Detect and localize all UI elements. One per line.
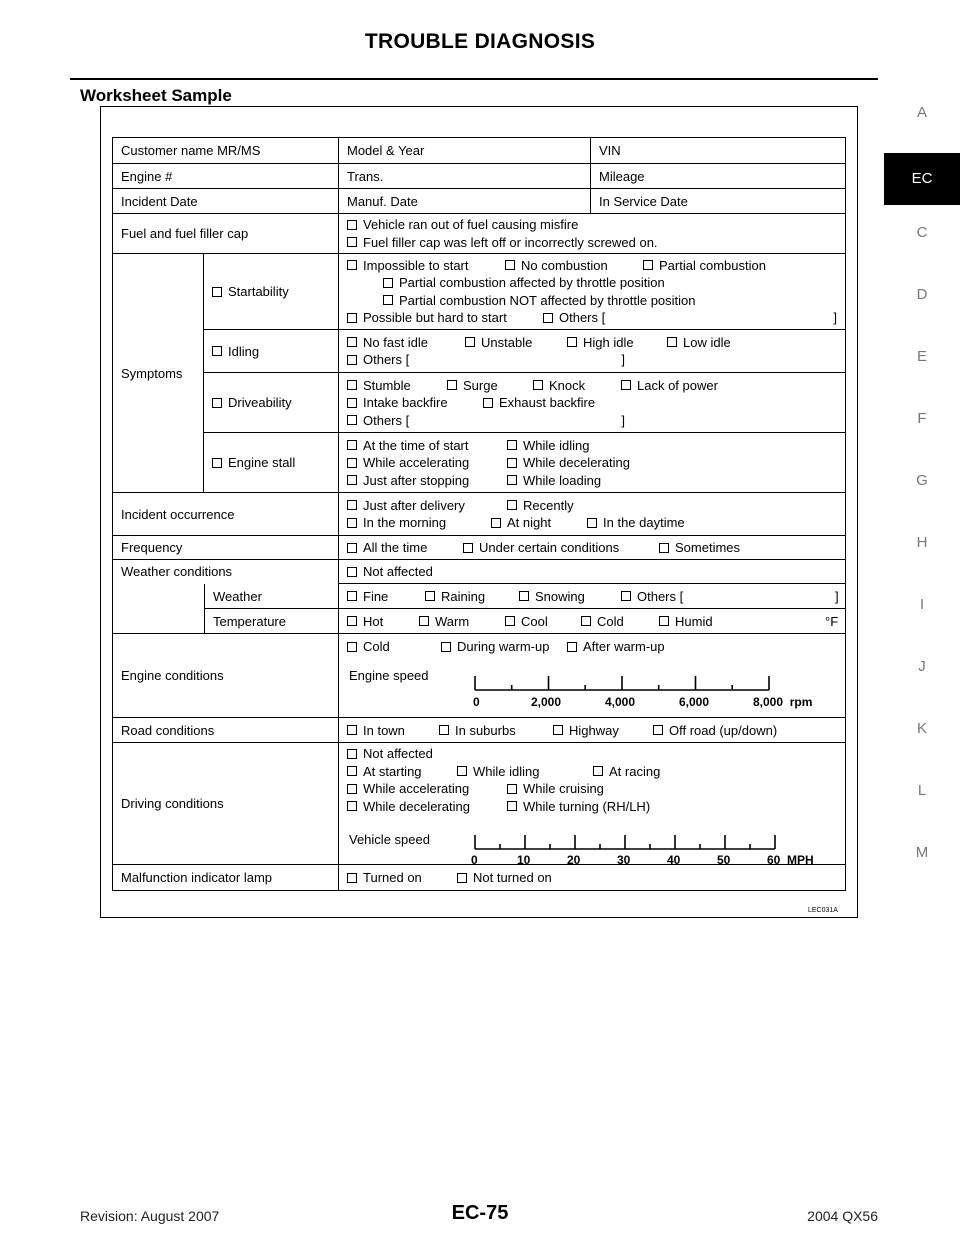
incident-occurrence-label: Incident occurrence xyxy=(113,493,339,536)
temperature-label: Temperature xyxy=(204,609,339,634)
checkbox[interactable] xyxy=(347,475,357,485)
option-label: While idling xyxy=(473,763,540,779)
checkbox[interactable] xyxy=(581,616,591,626)
option-label: High idle xyxy=(583,334,634,350)
checkbox[interactable] xyxy=(347,380,357,390)
checkbox[interactable] xyxy=(212,287,222,297)
option-label: At starting xyxy=(363,763,422,779)
option-label: Partial combustion affected by throttle position xyxy=(399,275,665,291)
checkbox[interactable] xyxy=(347,642,357,652)
tab-ec[interactable]: EC xyxy=(884,153,960,205)
option-label: While idling xyxy=(523,437,590,453)
option-label: During warm-up xyxy=(457,639,550,655)
close-bracket: ] xyxy=(835,588,839,604)
vin-label: VIN xyxy=(591,138,845,164)
checkbox[interactable] xyxy=(347,801,357,811)
option-label: Possible but hard to start xyxy=(363,310,507,326)
page-title: TROUBLE DIAGNOSIS xyxy=(364,30,596,53)
incident-date-label: Incident Date xyxy=(113,189,339,214)
checkbox[interactable] xyxy=(543,313,553,323)
manuf-date-label: Manuf. Date xyxy=(339,189,591,214)
checkbox[interactable] xyxy=(505,616,515,626)
tick-label: 0 xyxy=(471,853,478,867)
checkbox[interactable] xyxy=(347,766,357,776)
close-bracket: ] xyxy=(621,412,625,428)
option-label: Surge xyxy=(463,377,498,393)
option-label: No fast idle xyxy=(363,334,429,350)
option-label: Humid xyxy=(675,613,713,629)
option-label: No combustion xyxy=(521,257,608,273)
in-service-date-label: In Service Date xyxy=(591,189,845,214)
tab-i[interactable]: I xyxy=(919,596,925,613)
incident-occurrence-options xyxy=(339,493,845,536)
driving-conditions-options xyxy=(339,743,845,865)
tick-label: 4,000 xyxy=(605,695,636,709)
engine-stall-cell xyxy=(204,433,339,493)
tick-label: 2,000 xyxy=(531,695,562,709)
tab-m[interactable]: M xyxy=(915,844,929,861)
model-year-label: Model & Year xyxy=(339,138,591,164)
option-label: Fuel filler cap was left off or incorrectly screwed on. xyxy=(363,234,658,250)
tab-h[interactable]: H xyxy=(916,534,928,551)
checkbox[interactable] xyxy=(659,543,669,553)
engine-stall-options xyxy=(339,433,845,493)
tick-label: 6,000 xyxy=(679,695,710,709)
checkbox[interactable] xyxy=(347,440,357,450)
mileage-label: Mileage xyxy=(591,164,845,189)
checkbox[interactable] xyxy=(519,591,529,601)
temperature-options xyxy=(339,609,845,634)
option-label: Others [ xyxy=(363,352,410,368)
option-label: In suburbs xyxy=(455,722,516,738)
checkbox[interactable] xyxy=(419,616,429,626)
checkbox[interactable] xyxy=(347,398,357,408)
engine-conditions-label: Engine conditions xyxy=(113,634,339,718)
option-label: Lack of power xyxy=(637,377,718,393)
option-label: Turned on xyxy=(363,870,422,885)
option-label: Raining xyxy=(441,588,486,604)
option-label: All the time xyxy=(363,540,428,555)
option-label: Off road (up/down) xyxy=(669,722,778,738)
close-bracket: ] xyxy=(621,352,625,368)
footer-revision: Revision: August 2007 xyxy=(80,1208,220,1224)
option-label: Engine stall xyxy=(228,455,296,470)
checkbox[interactable] xyxy=(347,591,357,601)
road-conditions-options xyxy=(339,718,845,743)
checkbox[interactable] xyxy=(347,313,357,323)
weather-conditions-label: Weather conditions xyxy=(113,560,339,584)
option-label: Vehicle ran out of fuel causing misfire xyxy=(363,217,579,233)
footer-model: 2004 QX56 xyxy=(807,1208,878,1224)
weather-options xyxy=(339,584,845,609)
option-label: Just after delivery xyxy=(363,497,465,513)
checkbox[interactable] xyxy=(347,567,357,577)
option-label: Warm xyxy=(435,613,470,629)
checkbox[interactable] xyxy=(347,749,357,759)
checkbox[interactable] xyxy=(383,295,393,305)
weather-not-affected xyxy=(339,560,845,584)
figure-credit: LEC031A xyxy=(808,907,838,914)
checkbox[interactable] xyxy=(507,801,517,811)
checkbox[interactable] xyxy=(567,337,577,347)
worksheet-form xyxy=(112,137,846,891)
frequency-label: Frequency xyxy=(113,536,339,560)
checkbox[interactable] xyxy=(465,337,475,347)
tick-label: 30 xyxy=(617,853,631,867)
option-label: In town xyxy=(363,722,405,738)
option-label: Partial combustion NOT affected by throttle position xyxy=(399,292,696,308)
checkbox[interactable] xyxy=(347,355,357,365)
engine-speed-label: Engine speed xyxy=(349,668,429,683)
header-rule xyxy=(70,78,878,80)
startability-cell xyxy=(204,254,339,330)
startability-options xyxy=(339,254,845,330)
checkbox[interactable] xyxy=(347,260,357,270)
checkbox[interactable] xyxy=(347,237,357,247)
option-label: At night xyxy=(507,515,552,531)
checkbox[interactable] xyxy=(212,346,222,356)
tick-label: 40 xyxy=(667,853,681,867)
option-label: Knock xyxy=(549,377,586,393)
option-label: At racing xyxy=(609,763,661,779)
option-label: Cold xyxy=(363,639,390,655)
tick-label: 10 xyxy=(517,853,531,867)
checkbox[interactable] xyxy=(483,398,493,408)
option-label: Cold xyxy=(597,613,624,629)
checkbox[interactable] xyxy=(347,500,357,510)
checkbox[interactable] xyxy=(507,440,517,450)
option-label: Idling xyxy=(228,343,260,359)
option-label: Under certain conditions xyxy=(479,540,620,555)
engine-speed-scale xyxy=(469,666,829,710)
option-label: Cool xyxy=(521,613,548,629)
checkbox[interactable] xyxy=(643,260,653,270)
checkbox[interactable] xyxy=(567,642,577,652)
driving-conditions-label: Driving conditions xyxy=(113,743,339,865)
trans-label: Trans. xyxy=(339,164,591,189)
checkbox[interactable] xyxy=(441,642,451,652)
option-label: While cruising xyxy=(523,781,604,797)
fuel-options xyxy=(339,214,845,254)
option-label: While decelerating xyxy=(523,455,630,470)
weather-label: Weather xyxy=(204,584,339,609)
tab-e[interactable]: E xyxy=(916,348,927,365)
checkbox[interactable] xyxy=(347,725,357,735)
weather-spacer xyxy=(113,584,204,634)
vehicle-speed-label: Vehicle speed xyxy=(349,832,430,847)
section-tabs xyxy=(884,95,960,897)
option-label: Not turned on xyxy=(473,870,552,885)
option-label: While accelerating xyxy=(363,455,470,470)
checkbox[interactable] xyxy=(212,398,222,408)
close-bracket: ] xyxy=(833,310,837,326)
checkbox[interactable] xyxy=(347,543,357,553)
option-label: In the daytime xyxy=(603,515,685,531)
footer-page-number: EC-75 xyxy=(451,1202,509,1224)
option-label: In the morning xyxy=(363,515,447,531)
frequency-options xyxy=(339,536,845,560)
tick-label: 0 xyxy=(473,695,480,709)
mil-options xyxy=(339,865,845,890)
checkbox[interactable] xyxy=(439,725,449,735)
customer-name-label: Customer name MR/MS xyxy=(113,138,339,164)
tick-label: 50 xyxy=(717,853,731,867)
checkbox[interactable] xyxy=(212,458,222,468)
checkbox[interactable] xyxy=(347,784,357,794)
idling-cell xyxy=(204,330,339,373)
option-label: Partial combustion xyxy=(659,257,766,273)
checkbox[interactable] xyxy=(491,518,501,528)
mil-label: Malfunction indicator lamp xyxy=(113,865,339,890)
option-label: After warm-up xyxy=(583,639,665,655)
vehicle-speed-scale xyxy=(469,827,829,867)
tab-d[interactable]: D xyxy=(916,286,928,303)
tab-j[interactable]: J xyxy=(918,658,926,675)
option-label: Exhaust backfire xyxy=(499,395,596,410)
checkbox[interactable] xyxy=(347,458,357,468)
tab-g[interactable]: G xyxy=(916,472,928,489)
checkbox[interactable] xyxy=(593,766,603,776)
section-title: Worksheet Sample xyxy=(80,86,232,105)
option-label: While decelerating xyxy=(363,798,470,814)
scale-line xyxy=(475,835,775,849)
tab-f[interactable]: F xyxy=(917,410,927,427)
tab-k[interactable]: K xyxy=(916,720,927,737)
option-label: Unstable xyxy=(481,334,533,350)
checkbox[interactable] xyxy=(457,766,467,776)
option-label: Snowing xyxy=(535,588,585,604)
checkbox[interactable] xyxy=(383,278,393,288)
tick-label: 20 xyxy=(567,853,581,867)
option-label: Others [ xyxy=(363,412,410,428)
option-label: Driveability xyxy=(228,395,292,410)
option-label: Stumble xyxy=(363,377,411,393)
checkbox[interactable] xyxy=(347,220,357,230)
option-label: Just after stopping xyxy=(363,472,470,488)
option-label: Others [ xyxy=(559,310,606,326)
option-label: Not affected xyxy=(363,564,433,579)
scale-line xyxy=(475,676,769,690)
option-label: Sometimes xyxy=(675,540,741,555)
checkbox[interactable] xyxy=(507,475,517,485)
checkbox[interactable] xyxy=(587,518,597,528)
checkbox[interactable] xyxy=(463,543,473,553)
road-conditions-label: Road conditions xyxy=(113,718,339,743)
tab-a[interactable]: A xyxy=(916,104,927,121)
checkbox[interactable] xyxy=(347,873,357,883)
fuel-label: Fuel and fuel filler cap xyxy=(113,214,339,254)
checkbox[interactable] xyxy=(507,784,517,794)
option-label: Startability xyxy=(228,284,289,299)
option-label: Impossible to start xyxy=(363,257,469,273)
option-label: While turning (RH/LH) xyxy=(523,798,651,814)
temperature-unit: °F xyxy=(825,613,839,629)
option-label: Not affected xyxy=(363,746,433,762)
option-label: Fine xyxy=(363,588,389,604)
driveability-cell xyxy=(204,373,339,433)
option-label: At the time of start xyxy=(363,437,469,453)
checkbox[interactable] xyxy=(621,591,631,601)
checkbox[interactable] xyxy=(533,380,543,390)
option-label: Recently xyxy=(523,497,574,513)
checkbox[interactable] xyxy=(667,337,677,347)
checkbox[interactable] xyxy=(507,500,517,510)
checkbox[interactable] xyxy=(347,337,357,347)
driveability-options xyxy=(339,373,845,433)
option-label: Others [ xyxy=(637,588,684,604)
option-label: While loading xyxy=(523,472,602,488)
checkbox[interactable] xyxy=(621,380,631,390)
checkbox[interactable] xyxy=(659,616,669,626)
tick-label: 60 MPH xyxy=(767,853,814,867)
option-label: While accelerating xyxy=(363,781,470,797)
checkbox[interactable] xyxy=(457,873,467,883)
tick-label: 8,000 rpm xyxy=(753,695,813,709)
engine-conditions-options xyxy=(339,634,845,718)
tab-c[interactable]: C xyxy=(916,224,928,241)
option-label: Highway xyxy=(569,722,619,738)
checkbox[interactable] xyxy=(347,616,357,626)
option-label: Low idle xyxy=(683,334,731,350)
checkbox[interactable] xyxy=(653,725,663,735)
option-label: Hot xyxy=(363,613,384,629)
checkbox[interactable] xyxy=(553,725,563,735)
option-label: Intake backfire xyxy=(363,395,448,410)
checkbox[interactable] xyxy=(505,260,515,270)
tab-l[interactable]: L xyxy=(917,782,927,799)
symptoms-label: Symptoms xyxy=(113,254,204,493)
checkbox[interactable] xyxy=(347,415,357,425)
engine-number-label: Engine # xyxy=(113,164,339,189)
checkbox[interactable] xyxy=(347,518,357,528)
checkbox[interactable] xyxy=(507,458,517,468)
checkbox[interactable] xyxy=(447,380,457,390)
idling-options xyxy=(339,330,845,373)
checkbox[interactable] xyxy=(425,591,435,601)
